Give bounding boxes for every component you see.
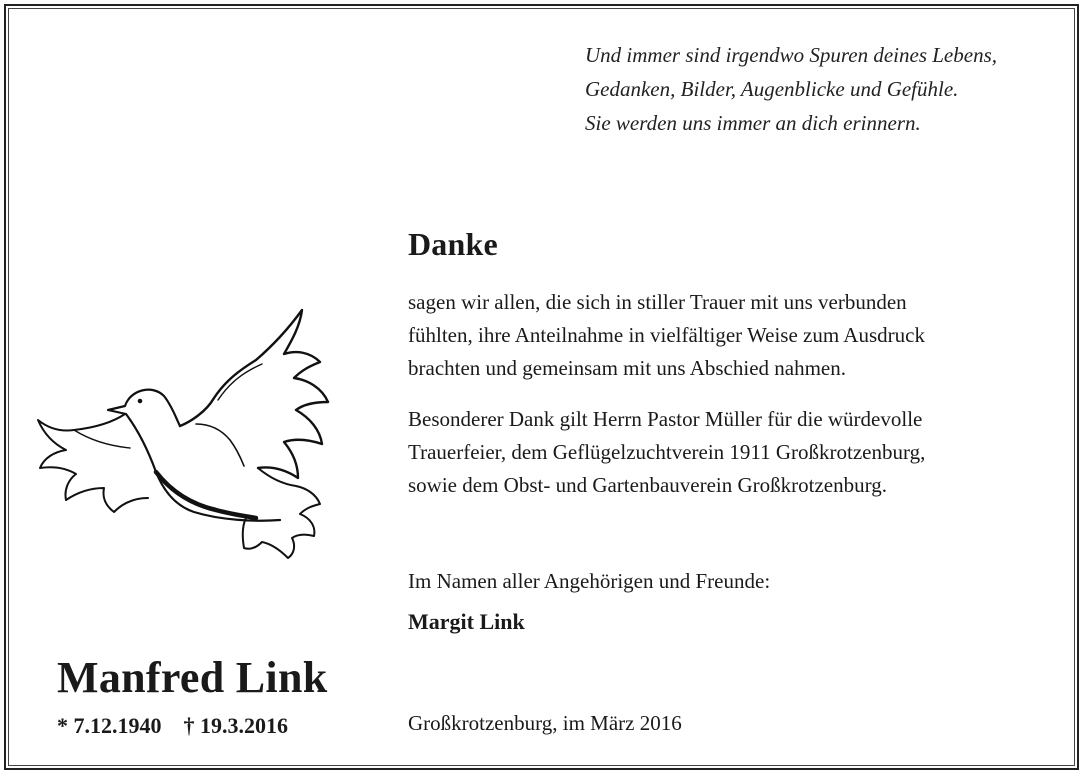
birth-date: * 7.12.1940	[57, 713, 162, 738]
deceased-name: Manfred Link	[57, 653, 328, 702]
place-date: Großkrotzenburg, im März 2016	[408, 711, 682, 735]
special-thanks-paragraph	[408, 403, 1048, 502]
signer-name: Margit Link	[408, 609, 525, 634]
death-date: † 19.3.2016	[183, 713, 288, 738]
dove-icon	[30, 300, 350, 570]
poem-line: Gedanken, Bilder, Augenblicke und Gefühle.	[585, 77, 959, 101]
life-dates	[57, 713, 288, 739]
poem-line: Und immer sind irgendwo Spuren deines Lebens,	[585, 43, 997, 67]
paragraph-line: Besonderer Dank gilt Herrn Pastor Müller für die würdevolle	[408, 407, 923, 431]
signoff-text: Im Namen aller Angehörigen und Freunde:	[408, 569, 771, 593]
poem-line: Sie werden uns immer an dich erinnern.	[585, 111, 921, 135]
paragraph-line: sagen wir allen, die sich in stiller Trauer mit uns verbunden	[408, 290, 907, 314]
paragraph-line: brachten und gemeinsam mit uns Abschied nahmen.	[408, 356, 846, 380]
thanks-paragraph	[408, 286, 1048, 385]
poem	[585, 38, 1065, 140]
paragraph-line: Trauerfeier, dem Geflügelzuchtverein 1911 Großkrotzenburg,	[408, 440, 926, 464]
paragraph-line: fühlten, ihre Anteilnahme in vielfältiger Weise zum Ausdruck	[408, 323, 925, 347]
paragraph-line: sowie dem Obst- und Gartenbauverein Großkrotzenburg.	[408, 473, 887, 497]
heading-danke: Danke	[408, 226, 498, 262]
